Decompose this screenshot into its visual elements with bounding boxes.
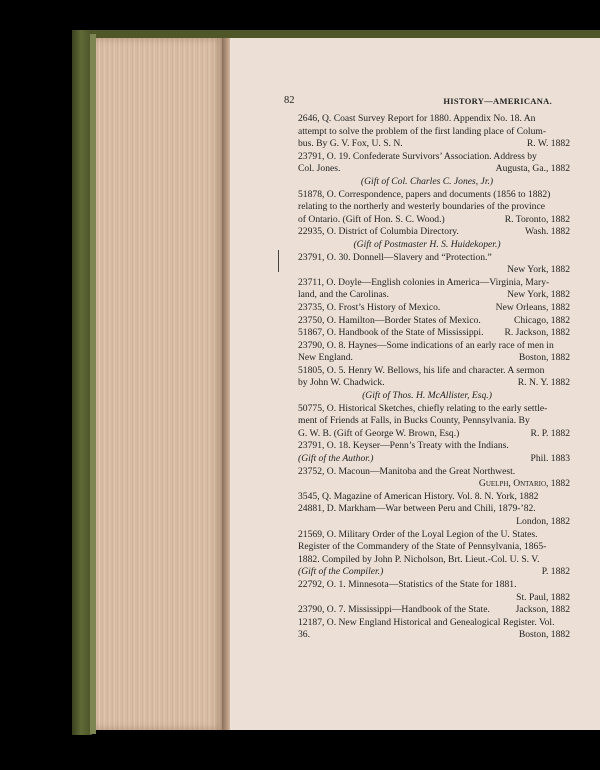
catalog-line (284, 315, 570, 328)
catalog-line-text: 23790, O. 7. Mississippi—Handbook of the State. (298, 604, 490, 616)
catalog-line-text: attempt to solve the problem of the first landing place of Colum- (298, 125, 547, 137)
catalog-line-text: 23735, O. Frost’s History of Mexico. (298, 301, 441, 313)
catalog-line (284, 617, 570, 630)
catalog-line-text: of Ontario. (Gift of Hon. S. C. Wood.) (298, 213, 445, 225)
catalog-line-text: land, and the Carolinas. (298, 289, 389, 301)
catalog-line-text: ment of Friends at Falls, in Bucks County, Pennsylvania. By (298, 415, 530, 427)
catalog-line (284, 214, 570, 227)
catalog-line (284, 491, 570, 504)
catalog-line-text: Register of the Commandery of the State of Pennsylvania, 1865- (298, 541, 547, 553)
catalog-line (284, 579, 570, 592)
catalog-line (284, 529, 570, 542)
catalog-line (284, 289, 570, 302)
catalog-line-text: 22935, O. District of Columbia Directory. (298, 226, 459, 238)
catalog-line (284, 415, 570, 428)
catalog-line-text: London, 1882 (516, 516, 570, 527)
catalog-line (284, 478, 570, 491)
catalog-line-text: 23791, O. 19. Confederate Survivors’ Association. Address by (298, 150, 537, 162)
catalog-line-text: 50775, O. Historical Sketches, chiefly relating to the early settle- (298, 402, 548, 414)
catalog-line-text: by John W. Chadwick. (298, 377, 385, 389)
catalog-line-text: (Gift of the Compiler.) (298, 566, 384, 578)
page-content (284, 95, 570, 642)
catalog-line-text: (Gift of Postmaster H. S. Huidekoper.) (353, 238, 501, 250)
catalog-line-text: 23752, O. Macoun—Manitoba and the Great Northwest. (298, 465, 516, 477)
catalog-line-text: 23791, O. 30. Donnell—Slavery and “Protection.” (298, 251, 492, 263)
catalog-line (284, 403, 570, 416)
catalog-line (284, 126, 570, 139)
catalog-line (284, 629, 570, 642)
catalog-line (284, 604, 570, 617)
page-stack-edge (96, 38, 224, 730)
catalog-line (284, 340, 570, 353)
catalog-line (284, 554, 570, 567)
catalog-line (284, 151, 570, 164)
catalog-line-imprint: R. W. 1882 (526, 138, 570, 150)
book-spine (72, 30, 92, 735)
catalog-line (284, 390, 570, 403)
catalog-line-text: relating to the northerly and westerly boundaries of the province (298, 201, 545, 213)
catalog-line-text: 51805, O. 5. Henry W. Bellows, his life and character. A sermon (298, 364, 545, 376)
catalog-line-text: 2646, Q. Coast Survey Report for 1880. Appendix No. 18. An (298, 113, 536, 124)
catalog-line-text: 51867, O. Handbook of the State of Mississippi. (298, 327, 484, 339)
catalog-line (284, 503, 570, 516)
catalog-line (284, 365, 570, 378)
catalog-line (284, 516, 570, 529)
catalog-line (284, 113, 570, 126)
catalog-line-imprint: Jackson, 1882 (515, 604, 570, 616)
catalog-line (284, 466, 570, 479)
running-title: HISTORY—AMERICANA. (443, 96, 552, 106)
catalog-line (284, 453, 570, 466)
catalog-line (284, 201, 570, 214)
catalog-line-imprint: Augusta, Ga., 1882 (495, 163, 570, 175)
catalog-line-text: 1882. Compiled by John P. Nicholson, Brt. Lieut.-Col. U. S. V. (298, 553, 540, 565)
catalog-line (284, 541, 570, 554)
catalog-line-text: 24881, D. Markham—War between Peru and Chili, 1879-’82. (298, 503, 536, 515)
catalog-line (284, 440, 570, 453)
catalog-line-text: (Gift of Thos. H. McAllister, Esq.) (362, 390, 492, 402)
catalog-line-imprint: Chicago, 1882 (514, 314, 570, 326)
catalog-line (284, 163, 570, 176)
catalog-line (284, 377, 570, 390)
page-number: 82 (284, 95, 295, 106)
catalog-line (284, 302, 570, 315)
catalog-line-text: 23711, O. Doyle—English colonies in America—Virginia, Mary- (298, 276, 550, 288)
catalog-line-text: 3545, Q. Magazine of American History. Vol. 8. N. York, 1882 (298, 490, 539, 502)
catalog-line-text: St. Paul, 1882 (516, 591, 570, 603)
catalog-line-text: 12187, O. New England Historical and Genealogical Register. Vol. (298, 616, 555, 628)
catalog-line-text: 51878, O. Correspondence, papers and documents (1856 to 1882) (298, 188, 551, 200)
catalog-line-imprint: R. N. Y. 1882 (517, 377, 570, 389)
catalog-line-imprint: Boston, 1882 (518, 352, 570, 364)
catalog-line-text: 36. (298, 629, 310, 641)
catalog-line (284, 428, 570, 441)
catalog-line (284, 189, 570, 202)
catalog-line (284, 592, 570, 605)
catalog-line (284, 226, 570, 239)
catalog-line (284, 138, 570, 151)
catalog-line-text: (Gift of the Author.) (298, 453, 374, 465)
catalog-line-imprint: R. P. 1882 (530, 427, 570, 439)
catalog-line-text: Col. Jones. (298, 163, 341, 175)
catalog-line (284, 566, 570, 579)
catalog-line-text: Guelph, Ontario, 1882 (478, 478, 570, 490)
catalog-line-text: 23791, O. 18. Keyser—Penn’s Treaty with the Indians. (298, 440, 509, 452)
catalog-line (284, 277, 570, 290)
catalog-line-text: New York, 1882 (507, 264, 570, 276)
catalog-line-text: (Gift of Col. Charles C. Jones, Jr.) (360, 175, 494, 187)
catalog-line (284, 264, 570, 277)
catalog-line-imprint: New Orleans, 1882 (495, 301, 570, 313)
catalog-line-imprint: Phil. 1883 (530, 453, 570, 465)
catalog-line-imprint: Boston, 1882 (518, 629, 570, 641)
catalog-line-text: 23750, O. Hamilton—Border States of Mexico. (298, 314, 481, 326)
catalog-line-text: G. W. B. (Gift of George W. Brown, Esq.) (298, 427, 460, 439)
catalog-line-imprint: New York, 1882 (507, 289, 570, 301)
catalog-entries (284, 113, 570, 642)
catalog-line (284, 239, 570, 252)
page-header (284, 95, 570, 113)
catalog-line-text: 21569, O. Military Order of the Loyal Legion of the U. States. (298, 528, 538, 540)
catalog-line-text: 22792, O. 1. Minnesota—Statistics of the State for 1881. (298, 578, 517, 590)
catalog-line-imprint: R. Toronto, 1882 (504, 213, 570, 225)
catalog-line-imprint: P. 1882 (541, 566, 570, 578)
catalog-line-text: bus. By G. V. Fox, U. S. N. (298, 138, 403, 150)
catalog-line (284, 352, 570, 365)
catalog-line (284, 252, 570, 265)
catalog-line (284, 327, 570, 340)
catalog-line (284, 176, 570, 189)
catalog-line-imprint: R. Jackson, 1882 (504, 327, 570, 339)
catalog-line-text: 23790, O. 8. Haynes—Some indications of an early race of men in (298, 339, 554, 351)
catalog-line-text: New England. (298, 352, 353, 364)
margin-pencil-mark (278, 250, 279, 272)
catalog-line-imprint: Wash. 1882 (524, 226, 570, 238)
